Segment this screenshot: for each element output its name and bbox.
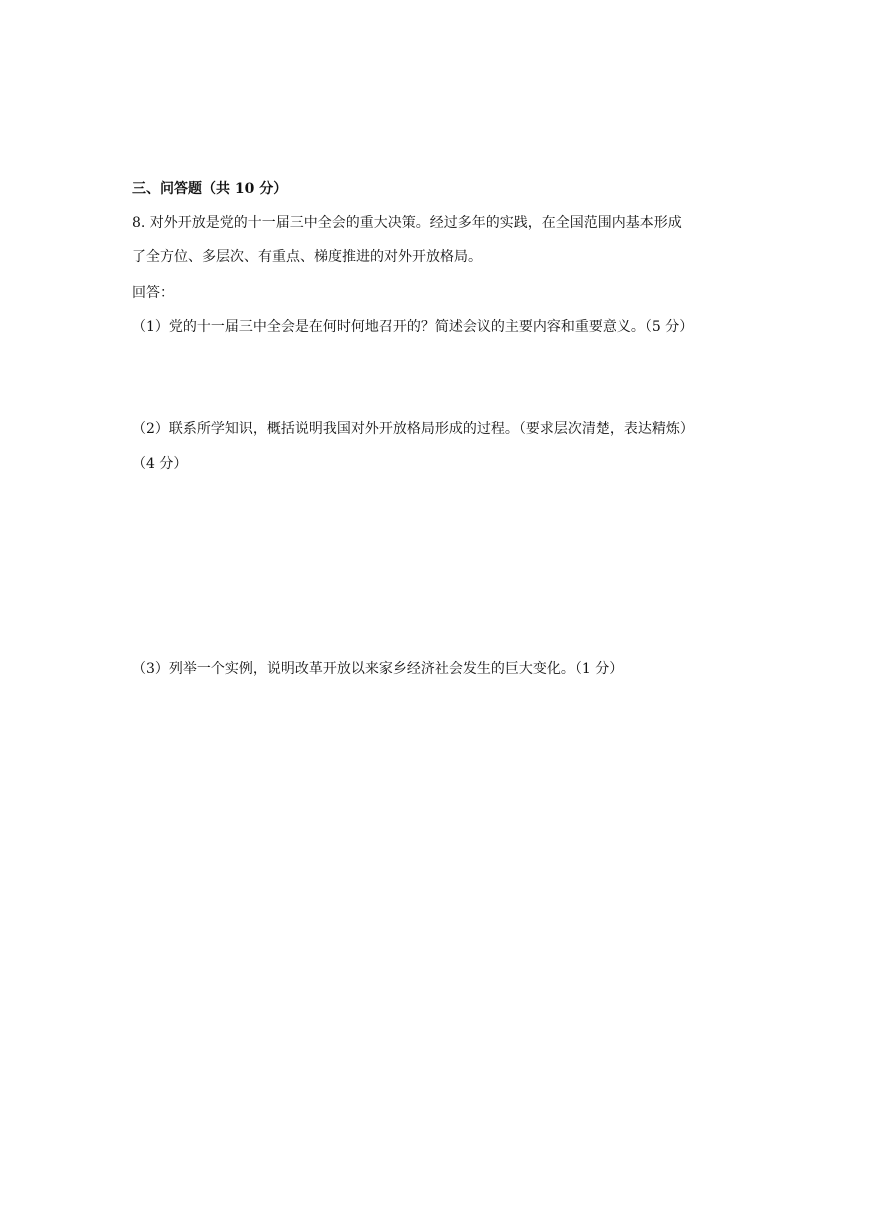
answer-label: 回答：	[132, 285, 174, 301]
question-text-line-2: 了全方位、多层次、有重点、梯度推进的对外开放格局。	[132, 249, 482, 265]
sub-question-2-line-2: （4 分）	[132, 456, 188, 472]
section-title: 三、问答题（共 10 分）	[132, 181, 288, 197]
sub-question-3: （3）列举一个实例，说明改革开放以来家乡经济社会发生的巨大变化。（1 分）	[132, 661, 624, 677]
question-text-line-1: 8. 对外开放是党的十一届三中全会的重大决策。经过多年的实践，在全国范围内基本形成	[132, 215, 682, 231]
sub-question-2-line-1: （2）联系所学知识，概括说明我国对外开放格局形成的过程。（要求层次清楚，表达精炼）	[132, 421, 694, 437]
sub-question-1: （1）党的十一届三中全会是在何时何地召开的？简述会议的主要内容和重要意义。（5 分）	[132, 319, 694, 335]
